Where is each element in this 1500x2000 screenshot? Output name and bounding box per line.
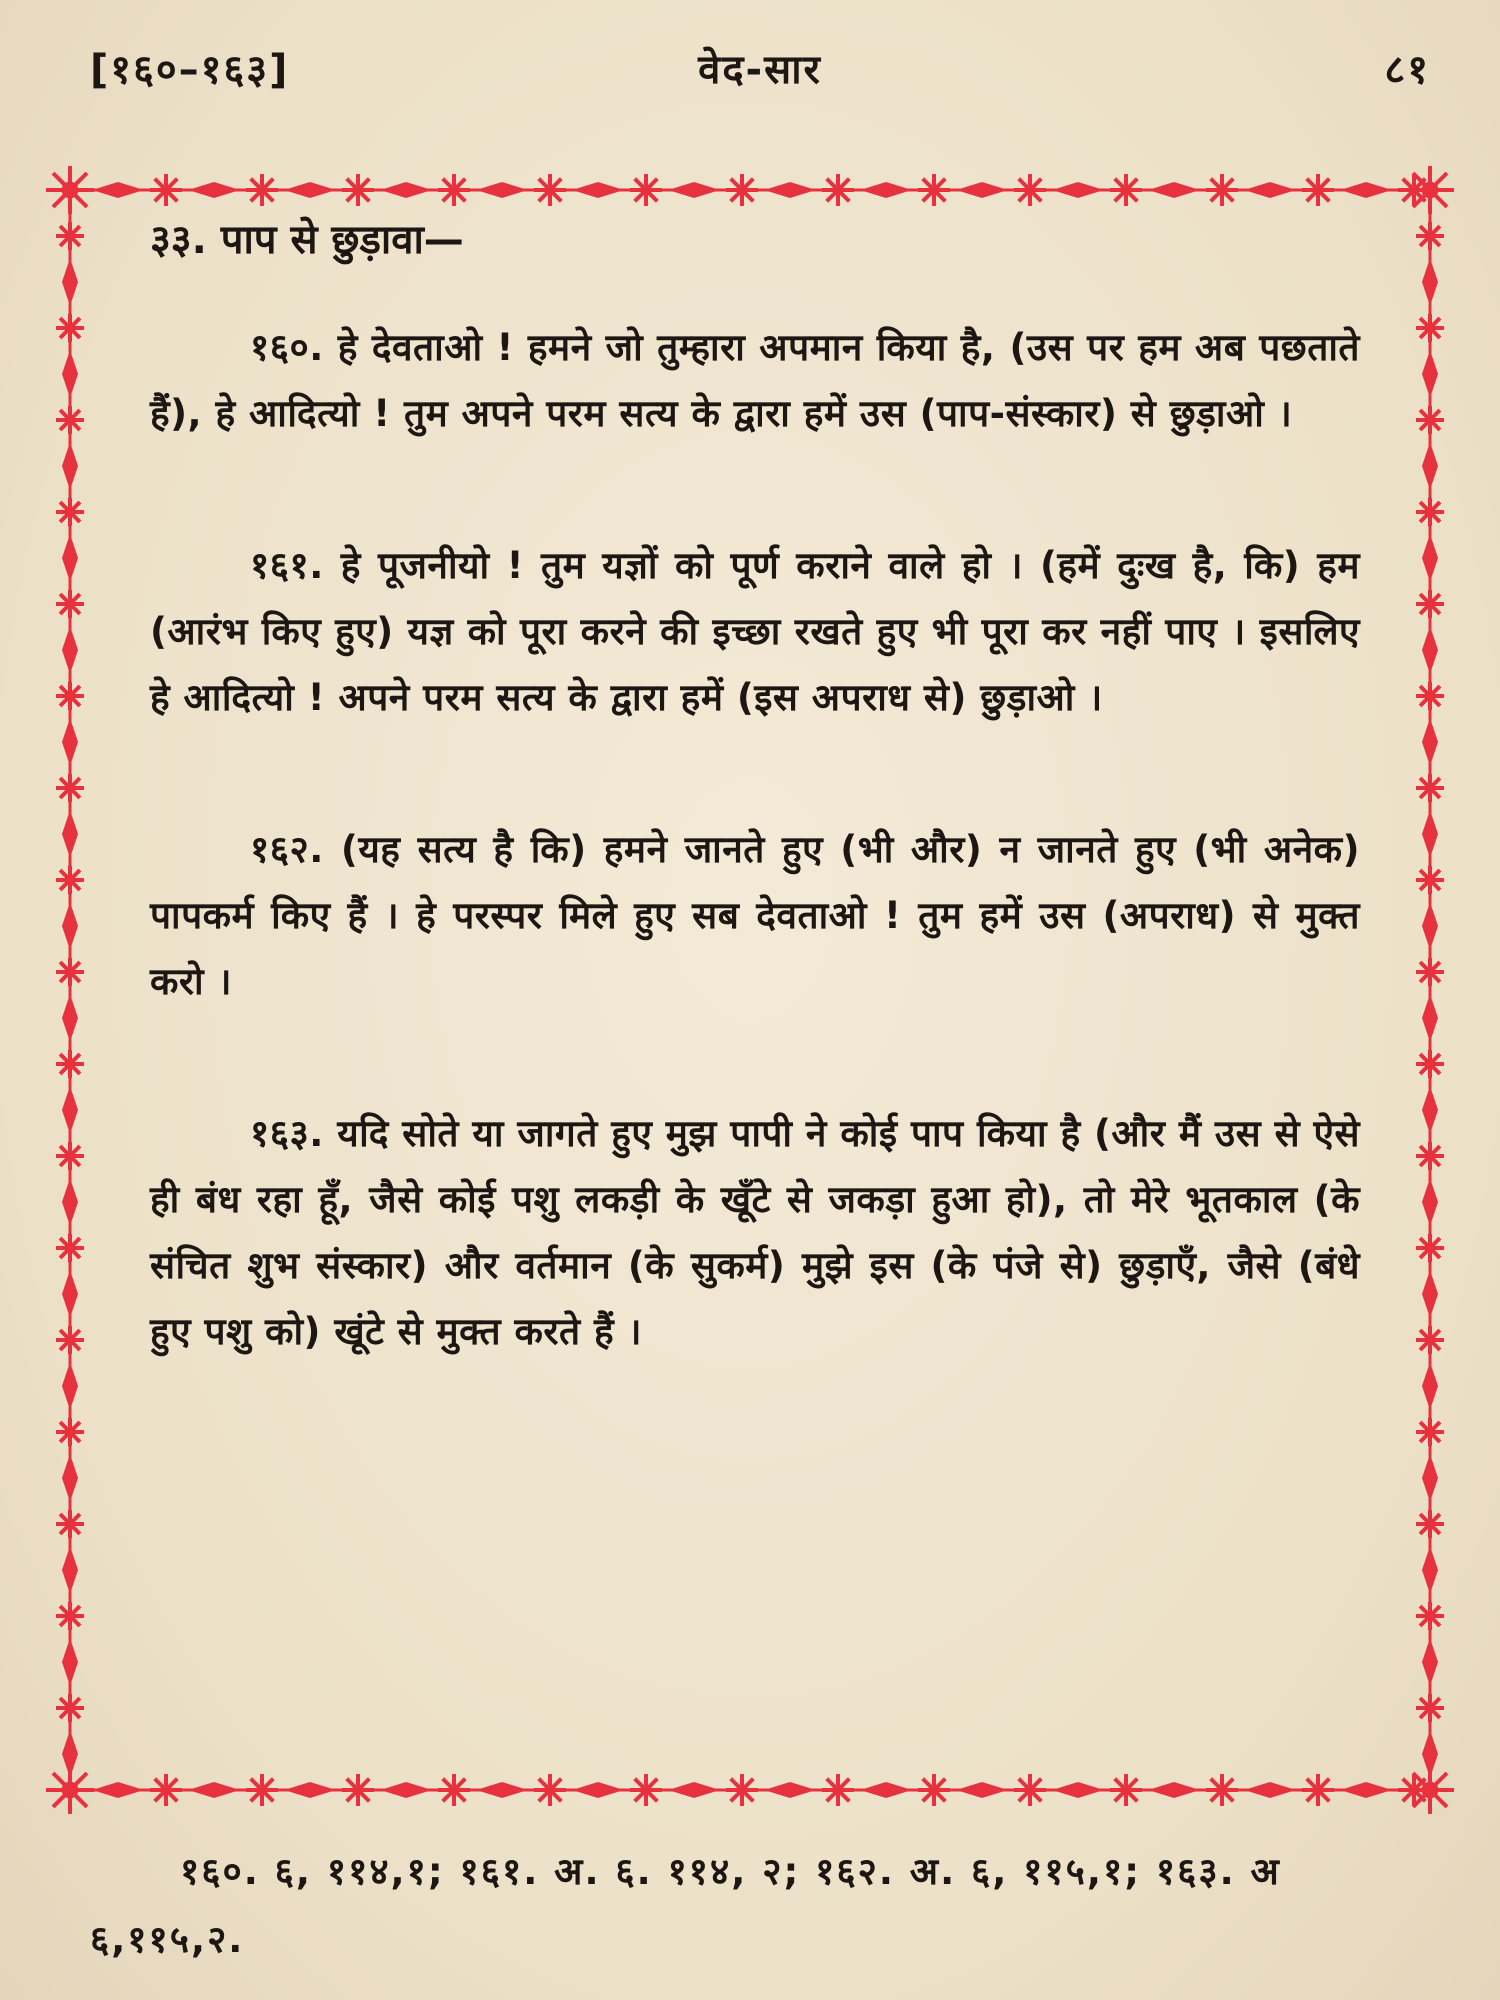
border-star-ornament (438, 1774, 470, 1806)
section-title: ३३. पाप से छुड़ावा— (150, 217, 464, 263)
border-diamond-ornament (1052, 1782, 1104, 1798)
border-diamond-ornament (668, 182, 720, 198)
border-star-ornament (56, 866, 84, 894)
border-diamond-ornament (572, 182, 624, 198)
border-diamond-ornament (62, 718, 78, 766)
border-star-ornament (56, 222, 84, 250)
border-diamond-ornament (860, 1782, 912, 1798)
verse-163: १६३. यदि सोते या जागते हुए मुझ पापी ने कोई पाप किया है (और मैं उस से ऐसे ही बंध रहा हूँ, जैसे कोई पशु लकड़ी के खूँटे से जकड़ा हुआ हो), तो मेरे भूतकाल (के संचित शुभ संस्कार) और वर्तमान (के सुकर्म) मुझे इस (के पंजे से) छुड़ाएँ, जैसे (बंधे हुए पशु को) खूंटे से मुक्त करते हैं । (150, 1112, 1360, 1353)
border-diamond-ornament (62, 994, 78, 1042)
border-star-ornament (1014, 1774, 1046, 1806)
border-diamond-ornament (62, 258, 78, 306)
border-diamond-ornament (1422, 1362, 1438, 1410)
border-diamond-ornament (62, 1270, 78, 1318)
border-diamond-ornament (284, 1782, 336, 1798)
border-star-ornament (56, 406, 84, 434)
border-star-ornament (1416, 682, 1444, 710)
border-diamond-ornament (1052, 182, 1104, 198)
border-star-ornament (1416, 498, 1444, 526)
verse-range: [१६०–१६३] (90, 47, 290, 93)
border-star-ornament (1110, 174, 1142, 206)
border-star-ornament (150, 174, 182, 206)
border-star-ornament (822, 174, 854, 206)
border-star-ornament (1416, 590, 1444, 618)
border-star-ornament (150, 1774, 182, 1806)
border-diamond-ornament (62, 350, 78, 398)
border-diamond-ornament (62, 810, 78, 858)
border-star-ornament (1302, 1774, 1334, 1806)
border-diamond-ornament (62, 1638, 78, 1686)
main-text (150, 210, 1360, 1451)
border-diamond-ornament (1422, 534, 1438, 582)
border-diamond-ornament (476, 182, 528, 198)
border-star-ornament (1416, 1326, 1444, 1354)
border-diamond-ornament (1340, 1782, 1392, 1798)
border-star-ornament (56, 1142, 84, 1170)
border-diamond-ornament (380, 1782, 432, 1798)
border-star-ornament (1416, 1234, 1444, 1262)
border-diamond-ornament (1422, 994, 1438, 1042)
border-star-ornament (1416, 314, 1444, 342)
border-diamond-ornament (62, 1362, 78, 1410)
border-diamond-ornament (284, 182, 336, 198)
border-star-ornament (1416, 1602, 1444, 1630)
border-star-ornament (918, 174, 950, 206)
border-diamond-ornament (764, 182, 816, 198)
border-diamond-ornament (476, 1782, 528, 1798)
border-diamond-ornament (1422, 626, 1438, 674)
border-star-ornament (1206, 1774, 1238, 1806)
page-number: ८१ (1384, 47, 1430, 93)
border-star-ornament (56, 774, 84, 802)
border-diamond-ornament (62, 626, 78, 674)
border-star-ornament (1406, 1766, 1454, 1814)
border-star-ornament (1014, 174, 1046, 206)
border-star-ornament (1416, 774, 1444, 802)
border-diamond-ornament (1422, 718, 1438, 766)
border-diamond-ornament (62, 1086, 78, 1134)
border-diamond-ornament (62, 534, 78, 582)
border-diamond-ornament (668, 1782, 720, 1798)
border-star-ornament (56, 958, 84, 986)
border-star-ornament (1302, 174, 1334, 206)
border-star-ornament (56, 314, 84, 342)
border-diamond-ornament (1422, 1454, 1438, 1502)
border-star-ornament (1416, 866, 1444, 894)
border-star-ornament (56, 1418, 84, 1446)
border-star-ornament (246, 174, 278, 206)
border-diamond-ornament (92, 1782, 144, 1798)
border-star-ornament (822, 1774, 854, 1806)
border-star-ornament (1416, 406, 1444, 434)
border-star-ornament (1416, 958, 1444, 986)
border-star-ornament (1416, 1050, 1444, 1078)
border-diamond-ornament (956, 182, 1008, 198)
verse-160: १६०. हे देवताओ ! हमने जो तुम्हारा अपमान किया है, (उस पर हम अब पछताते हैं), हे आदित्यो ! तुम अपने परम सत्य के द्वारा हमें उस (पाप-संस्कार) से छुड़ाओ । (150, 326, 1360, 435)
border-star-ornament (534, 174, 566, 206)
border-star-ornament (246, 1774, 278, 1806)
border-diamond-ornament (956, 1782, 1008, 1798)
border-star-ornament (438, 174, 470, 206)
border-star-ornament (1406, 166, 1454, 214)
border-star-ornament (1110, 1774, 1142, 1806)
border-star-ornament (1416, 1142, 1444, 1170)
border-star-ornament (56, 1510, 84, 1538)
border-star-ornament (630, 174, 662, 206)
book-title: वेद-सार (698, 47, 822, 93)
border-star-ornament (726, 1774, 758, 1806)
border-diamond-ornament (1422, 1178, 1438, 1226)
border-diamond-ornament (1422, 350, 1438, 398)
border-star-ornament (1416, 222, 1444, 250)
border-star-ornament (56, 1326, 84, 1354)
border-diamond-ornament (1148, 1782, 1200, 1798)
border-star-ornament (1206, 174, 1238, 206)
border-diamond-ornament (1244, 1782, 1296, 1798)
verse-162: १६२. (यह सत्य है कि) हमने जानते हुए (भी और) न जानते हुए (भी अनेक) पापकर्म किए हैं । हे परस्पर मिले हुए सब देवताओ ! तुम हमें उस (अपराध) से मुक्त करो । (150, 828, 1360, 1003)
border-star-ornament (56, 498, 84, 526)
border-diamond-ornament (188, 1782, 240, 1798)
border-star-ornament (56, 682, 84, 710)
border-star-ornament (726, 174, 758, 206)
border-diamond-ornament (1148, 182, 1200, 198)
border-star-ornament (1416, 1510, 1444, 1538)
border-star-ornament (1416, 1418, 1444, 1446)
border-diamond-ornament (1422, 1638, 1438, 1686)
border-star-ornament (1416, 1694, 1444, 1722)
border-star-ornament (56, 590, 84, 618)
border-diamond-ornament (572, 1782, 624, 1798)
border-star-ornament (918, 1774, 950, 1806)
footnote-references: १६०. ६, ११४,१; १६१. अ. ६. ११४, २; १६२. अ. ६, ११५,१; १६३. अ ६,११५,२. (90, 1850, 1281, 1961)
border-diamond-ornament (1422, 1546, 1438, 1594)
page-header (90, 40, 1430, 110)
border-star-ornament (46, 1766, 94, 1814)
border-diamond-ornament (1422, 442, 1438, 490)
border-star-ornament (630, 1774, 662, 1806)
border-star-ornament (342, 1774, 374, 1806)
border-diamond-ornament (1422, 1086, 1438, 1134)
border-diamond-ornament (188, 182, 240, 198)
border-star-ornament (342, 174, 374, 206)
border-star-ornament (46, 166, 94, 214)
border-diamond-ornament (1422, 902, 1438, 950)
border-star-ornament (56, 1694, 84, 1722)
border-diamond-ornament (1244, 182, 1296, 198)
border-diamond-ornament (1422, 810, 1438, 858)
border-diamond-ornament (62, 902, 78, 950)
border-diamond-ornament (380, 182, 432, 198)
border-diamond-ornament (1340, 182, 1392, 198)
border-diamond-ornament (62, 1454, 78, 1502)
border-diamond-ornament (62, 442, 78, 490)
border-star-ornament (534, 1774, 566, 1806)
verse-161: १६१. हे पूजनीयो ! तुम यज्ञों को पूर्ण कराने वाले हो । (हमें दुःख है, कि) हम (आरंभ किए हुए) यज्ञ को पूरा करने की इच्छा रखते हुए भी पूरा कर नहीं पाए । इसलिए हे आदित्यो ! अपने परम सत्य के द्वारा हमें (इस अपराध से) छुड़ाओ । (150, 544, 1360, 719)
border-diamond-ornament (860, 182, 912, 198)
border-star-ornament (56, 1602, 84, 1630)
border-diamond-ornament (1422, 1270, 1438, 1318)
border-diamond-ornament (62, 1178, 78, 1226)
border-diamond-ornament (62, 1546, 78, 1594)
border-star-ornament (56, 1234, 84, 1262)
border-diamond-ornament (92, 182, 144, 198)
border-diamond-ornament (764, 1782, 816, 1798)
border-star-ornament (56, 1050, 84, 1078)
border-diamond-ornament (1422, 258, 1438, 306)
